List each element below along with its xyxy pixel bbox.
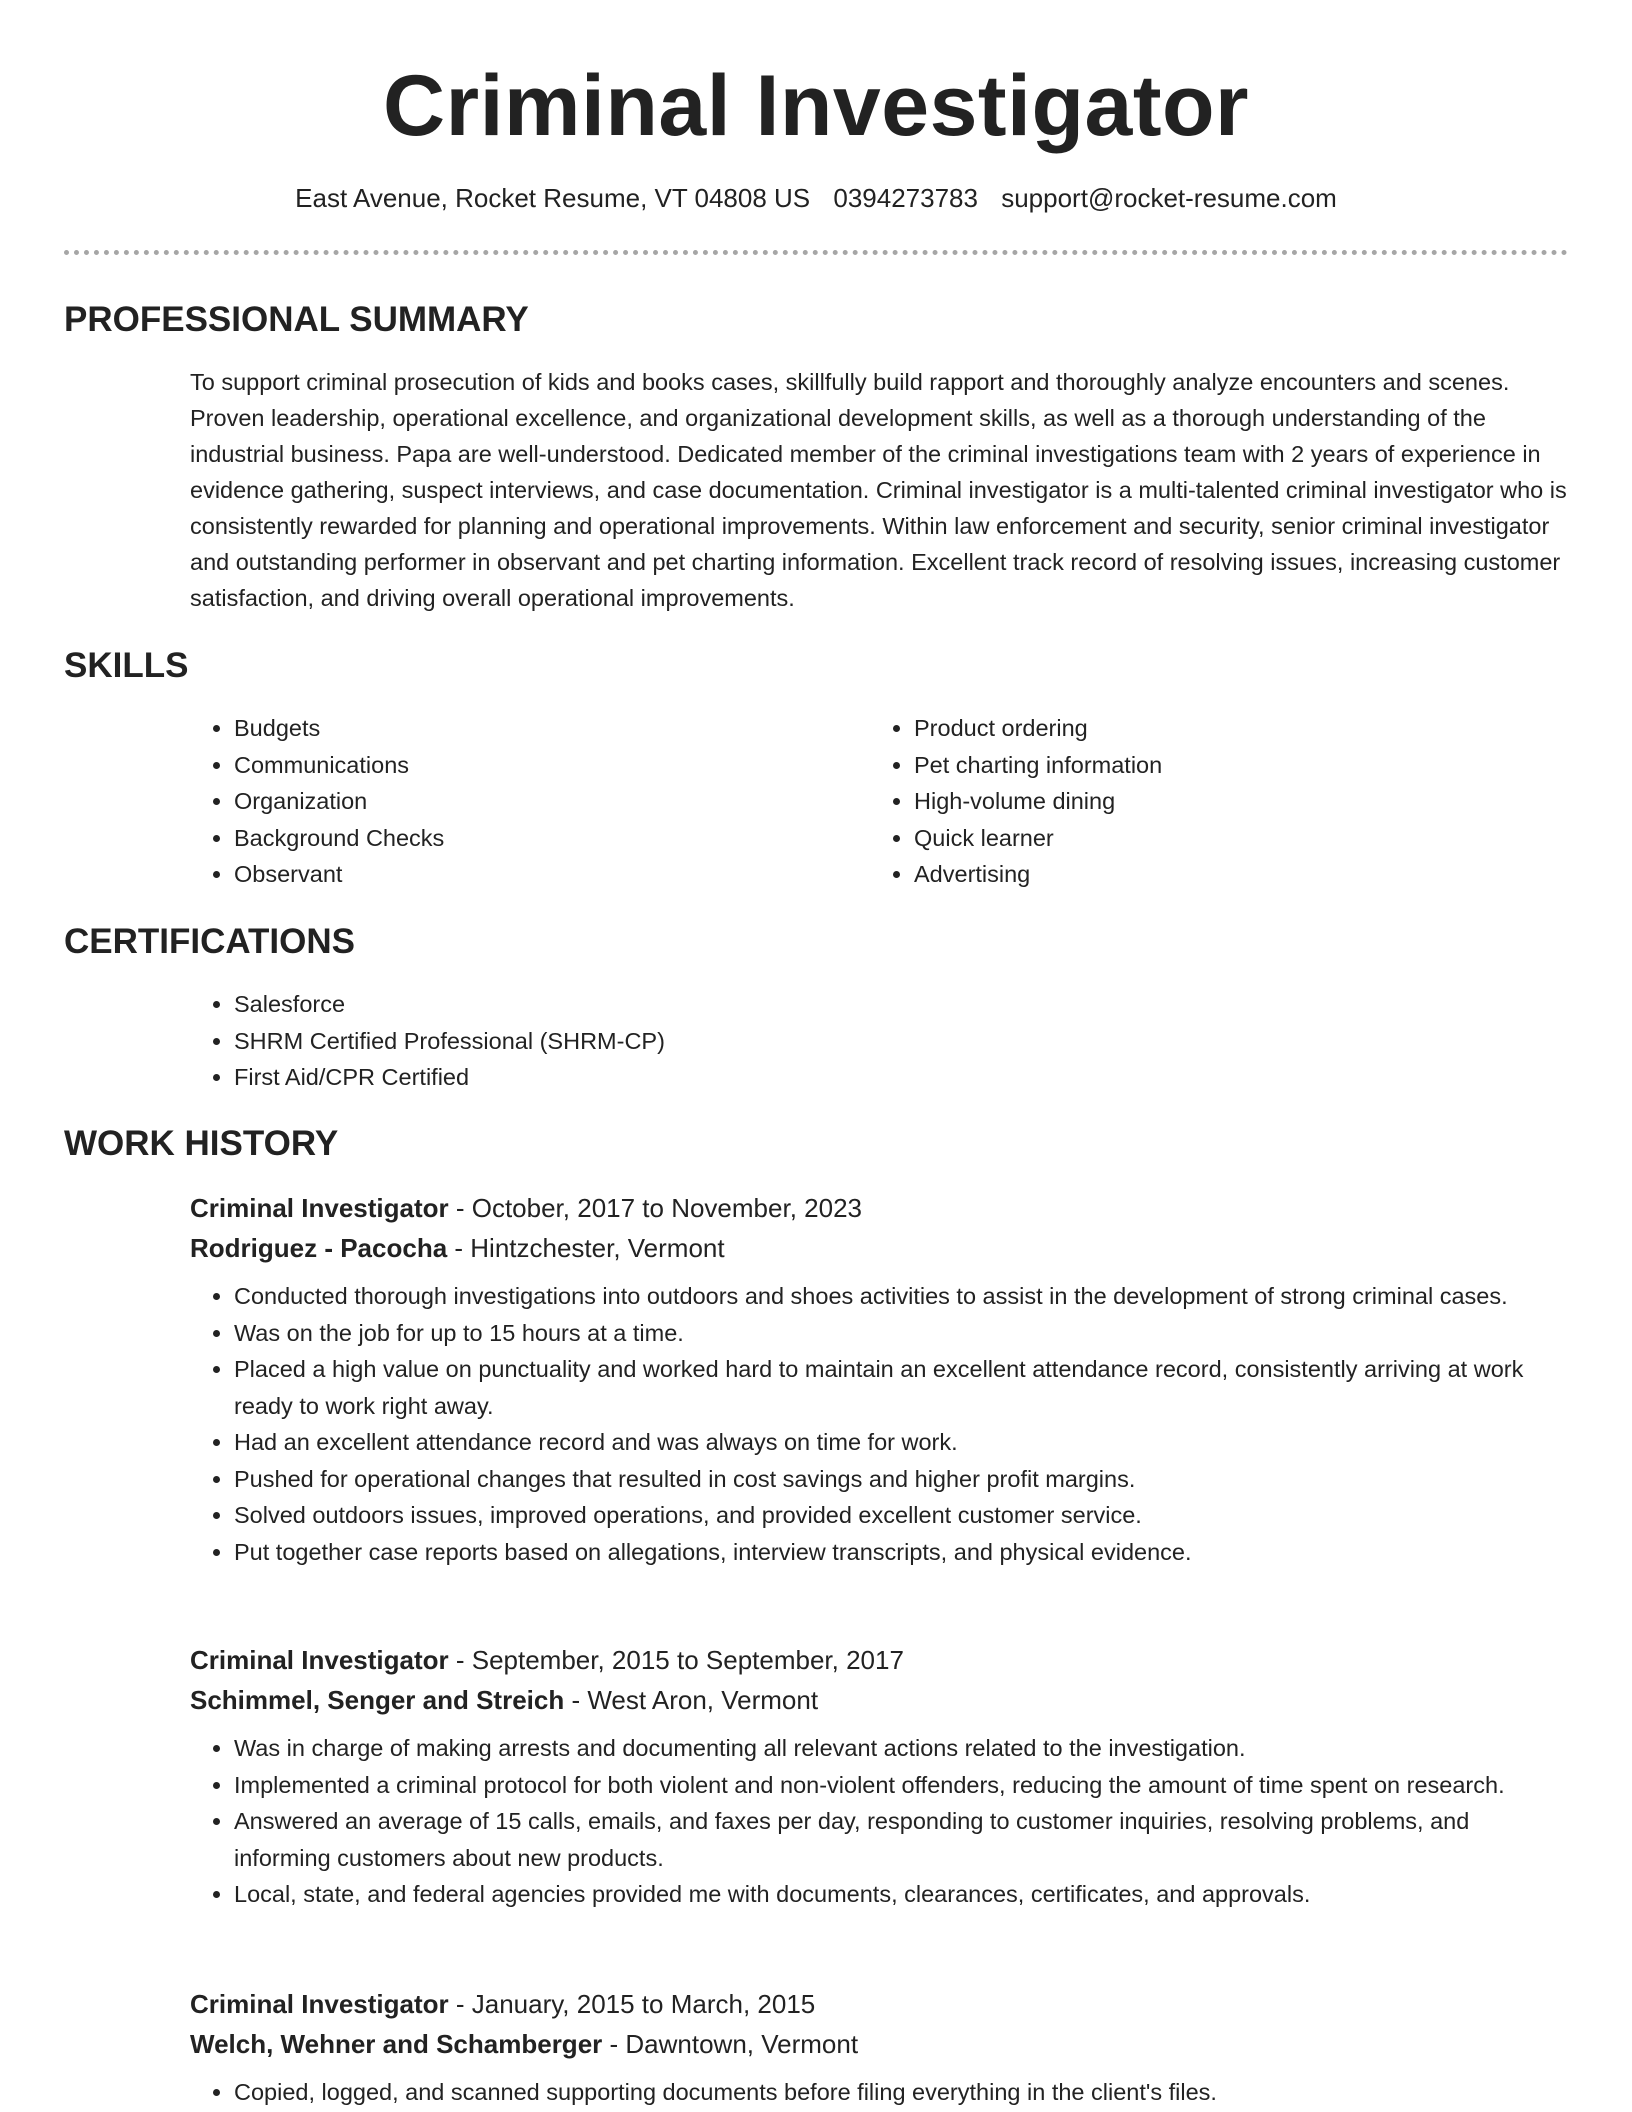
contact-phone: 0394273783 xyxy=(833,183,978,213)
job-bullet: • Answered an average of 15 calls, emails, and faxes per day, responding to customer inquiries, resolving problems, and informing customers about new products. xyxy=(234,1803,1568,1876)
skill-item: • Pet charting information xyxy=(914,747,1510,784)
skill-item: • High-volume dining xyxy=(914,783,1510,820)
job-bullet: • Placed a high value on punctuality and worked hard to maintain an excellent attendance record, consistently arriving at work ready to work right away. xyxy=(234,1351,1568,1424)
skill-item: • Advertising xyxy=(914,856,1510,893)
skills-right-column xyxy=(870,710,1510,893)
job-company: Rodriguez - Pacocha xyxy=(190,1233,448,1263)
job-entry-1 xyxy=(190,1188,1568,1570)
summary-heading: PROFESSIONAL SUMMARY xyxy=(64,300,529,339)
job-title-line xyxy=(190,1640,1568,1680)
summary-text: To support criminal prosecution of kids and books cases, skillfully build rapport and thoroughly analyze encounters and scenes. Proven leadership, operational excellence, and organizational development skills, as well as a thorough understanding of the industrial business. Papa are well-understood. Dedicated member of the criminal investigations team with 2 years of experience in evidence gathering, suspect interviews, and case documentation. Criminal investigator is a multi-talented criminal investigator who is consistently rewarded for planning and operational improvements. Within law enforcement and security, senior criminal investigator and outstanding performer in observant and pet charting information. Excellent track record of resolving issues, increasing customer satisfaction, and driving overall operational improvements. xyxy=(190,369,1567,611)
certification-item: • First Aid/CPR Certified xyxy=(234,1059,1490,1096)
skill-item: • Product ordering xyxy=(914,710,1510,747)
certifications-heading: CERTIFICATIONS xyxy=(64,922,356,961)
skills-left-column xyxy=(190,710,830,893)
skill-item: • Communications xyxy=(234,747,830,784)
skill-item: • Quick learner xyxy=(914,820,1510,857)
job-dates: - September, 2015 to September, 2017 xyxy=(448,1645,904,1675)
job-company-line xyxy=(190,1228,1568,1268)
job-title: Criminal Investigator xyxy=(190,1645,449,1675)
job-bullet: • Put together case reports based on allegations, interview transcripts, and physical evidence. xyxy=(234,1534,1568,1571)
job-title: Criminal Investigator xyxy=(190,1193,449,1223)
job-bullet: • Was on the job for up to 15 hours at a time. xyxy=(234,1315,1568,1352)
job-title-line xyxy=(190,1984,1568,2024)
skill-item: • Budgets xyxy=(234,710,830,747)
job-bullet: • Solved outdoors issues, improved operations, and provided excellent customer service. xyxy=(234,1497,1568,1534)
certification-item: • Salesforce xyxy=(234,986,1490,1023)
job-title-line xyxy=(190,1188,1568,1228)
job-bullet: • Had an excellent attendance record and was always on time for work. xyxy=(234,1424,1568,1461)
contact-line xyxy=(0,180,1632,216)
job-bullet: • Conducted thorough investigations into outdoors and shoes activities to assist in the development of strong criminal cases. xyxy=(234,1278,1568,1315)
job-company: Welch, Wehner and Schamberger xyxy=(190,2029,603,2059)
certification-item: • SHRM Certified Professional (SHRM-CP) xyxy=(234,1023,1490,1060)
job-title: Criminal Investigator xyxy=(190,1989,449,2019)
contact-email: support@rocket-resume.com xyxy=(1001,183,1337,213)
work-history-heading: WORK HISTORY xyxy=(64,1124,339,1163)
job-dates: - January, 2015 to March, 2015 xyxy=(448,1989,816,2019)
skill-item: • Background Checks xyxy=(234,820,830,857)
job-bullet: • Implemented a criminal protocol for both violent and non-violent offenders, reducing the amount of time spent on research. xyxy=(234,1767,1568,1804)
skill-item: • Observant xyxy=(234,856,830,893)
job-dates: - October, 2017 to November, 2023 xyxy=(448,1193,862,1223)
skill-item: • Organization xyxy=(234,783,830,820)
contact-address: East Avenue, Rocket Resume, VT 04808 US xyxy=(295,183,811,213)
job-company: Schimmel, Senger and Streich xyxy=(190,1685,565,1715)
job-entry-2 xyxy=(190,1640,1568,1913)
job-bullet: • Pushed for operational changes that resulted in cost savings and higher profit margins. xyxy=(234,1461,1568,1498)
header-divider xyxy=(64,250,1568,255)
job-entry-3 xyxy=(190,1984,1568,2111)
job-bullet: • Was in charge of making arrests and documenting all relevant actions related to the investigation. xyxy=(234,1730,1568,1767)
job-bullet: • Local, state, and federal agencies provided me with documents, clearances, certificates, and approvals. xyxy=(234,1876,1568,1913)
skills-heading: SKILLS xyxy=(64,646,189,685)
job-location: - Hintzchester, Vermont xyxy=(447,1233,725,1263)
job-company-line xyxy=(190,2024,1568,2064)
job-location: - Dawntown, Vermont xyxy=(602,2029,859,2059)
job-location: - West Aron, Vermont xyxy=(564,1685,819,1715)
candidate-name: Criminal Investigator xyxy=(383,58,1249,154)
certifications-list xyxy=(190,986,1490,1096)
job-bullet: • Copied, logged, and scanned supporting documents before filing everything in the client's files. xyxy=(234,2074,1568,2111)
job-company-line xyxy=(190,1680,1568,1720)
